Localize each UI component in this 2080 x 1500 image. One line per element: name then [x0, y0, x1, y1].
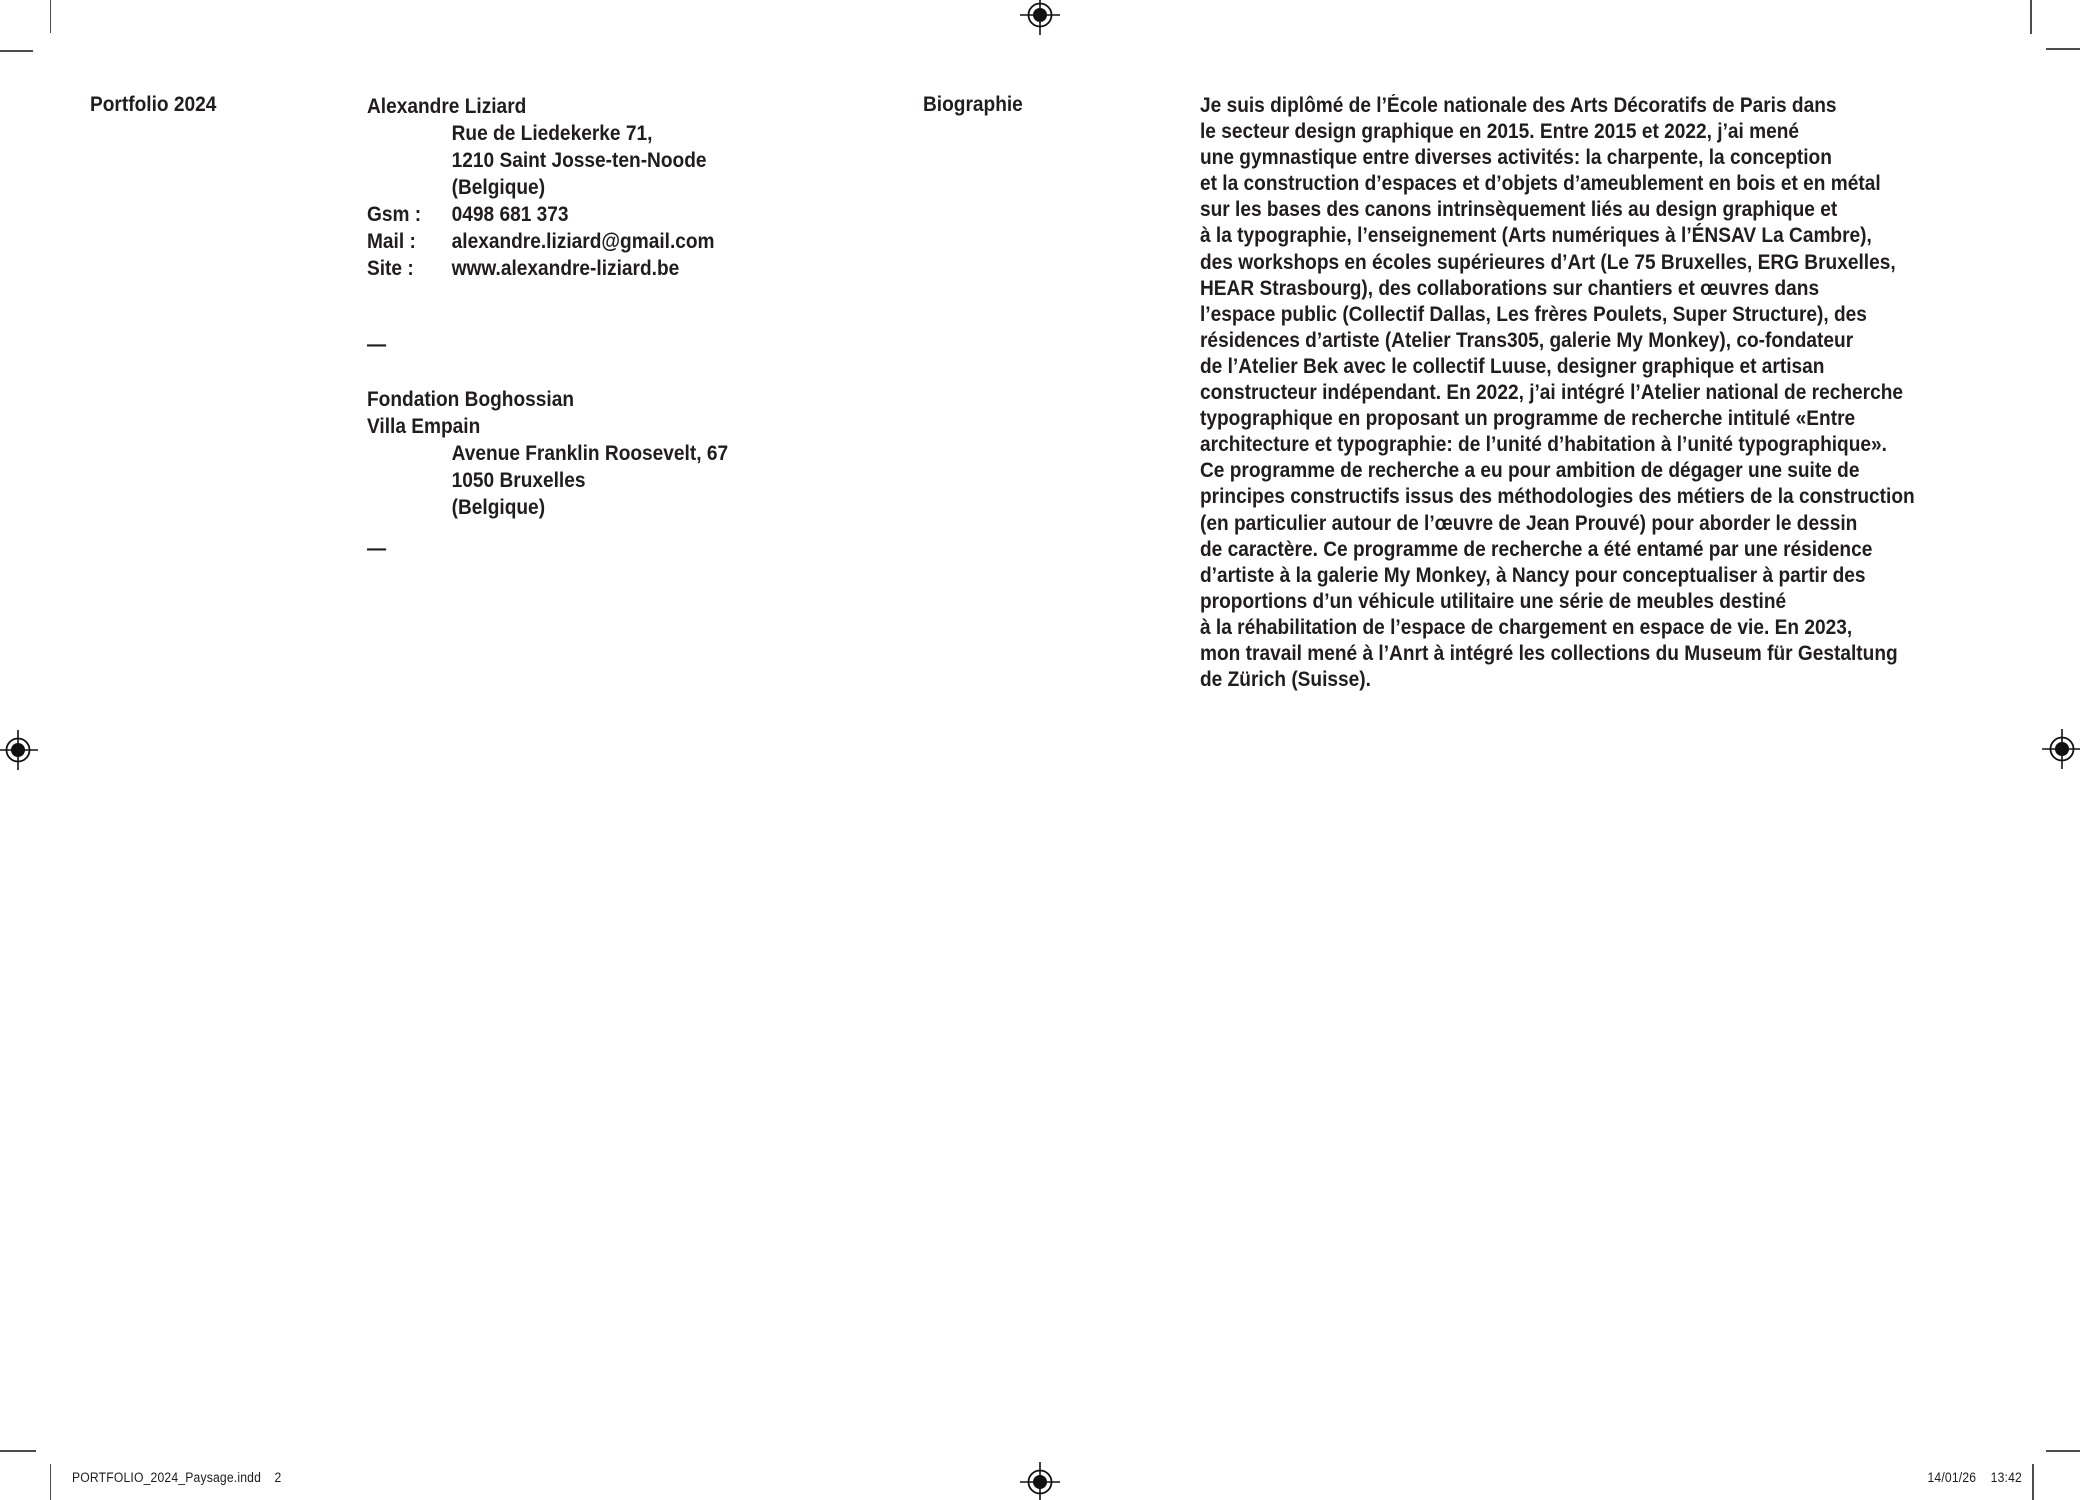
biography-line: le secteur design graphique en 2015. Entre 2015 et 2022, j’ai mené: [1200, 120, 1800, 144]
biography-line: Ce programme de recherche a eu pour ambition de dégager une suite de: [1200, 459, 1860, 483]
contact-address: [367, 120, 715, 201]
page-title: Portfolio 2024: [90, 93, 217, 116]
footer-date: 14/01/26: [1927, 1470, 1977, 1485]
contact-label-mail: Mail :: [367, 230, 416, 253]
footer-time: 13:42: [1990, 1470, 2022, 1485]
biography-heading: Biographie: [923, 93, 1023, 116]
footer-filename: PORTFOLIO_2024_Paysage.indd: [72, 1470, 262, 1485]
contact-name: Alexandre Liziard: [367, 95, 527, 118]
crop-mark: [50, 0, 52, 33]
biography-line: Je suis diplômé de l’École nationale des Arts Décoratifs de Paris dans: [1200, 94, 1837, 117]
venue-name: [367, 386, 728, 440]
registration-mark-icon: [2040, 727, 2080, 771]
biography-line: de Zürich (Suisse).: [1200, 668, 1371, 692]
crop-mark: [2046, 1450, 2080, 1452]
footer-left: [72, 1470, 281, 1486]
crop-mark: [0, 50, 33, 52]
venue-address: [367, 440, 728, 521]
biography-line: à la typographie, l’enseignement (Arts numériques à l’ÉNSAV La Cambre),: [1200, 224, 1872, 248]
biography-line: proportions d’un véhicule utilitaire une série de meubles destiné: [1200, 589, 1787, 613]
venue-address-line: 1050 Bruxelles: [451, 469, 586, 492]
contact-label-site: Site :: [367, 257, 414, 280]
venue-name-line: Fondation Boghossian: [367, 388, 575, 411]
venue-block: [367, 386, 728, 521]
contact-row-mail: [367, 228, 715, 255]
registration-mark-icon: [1018, 1460, 1062, 1500]
registration-mark-icon: [0, 728, 40, 772]
contact-row-site: [367, 255, 715, 282]
contact-address-line: Rue de Liedekerke 71,: [451, 122, 653, 145]
contact-block: [367, 93, 715, 282]
biography-line: et la construction d’espaces et d’objets d’ameublement en bois et en métal: [1200, 172, 1881, 196]
biography-line: de l’Atelier Bek avec le collectif Luuse, designer graphique et artisan: [1200, 354, 1825, 378]
separator-dash: —: [367, 537, 387, 560]
biography-line: mon travail mené à l’Anrt à intégré les collections du Museum für Gestaltung: [1200, 641, 1898, 665]
crop-mark: [50, 1464, 52, 1500]
biography-line: HEAR Strasbourg), des collaborations sur chantiers et œuvres dans: [1200, 276, 1820, 300]
contact-value-gsm: 0498 681 373: [451, 203, 569, 226]
footer-right: [1928, 1470, 2022, 1486]
biography-line: architecture et typographie: de l’unité d’habitation à l’unité typographique».: [1200, 433, 1887, 457]
venue-address-line: (Belgique): [451, 496, 546, 519]
biography-line: sur les bases des canons intrinsèquement liés au design graphique et: [1200, 198, 1838, 222]
crop-mark: [2032, 1464, 2034, 1500]
biography-line: principes constructifs issus des méthodologies des métiers de la construction: [1200, 485, 1915, 509]
biography-text: [1200, 93, 1915, 693]
biography-line: de caractère. Ce programme de recherche a été entamé par une résidence: [1200, 537, 1873, 561]
biography-line: d’artiste à la galerie My Monkey, à Nancy pour conceptualiser à partir des: [1200, 563, 1866, 587]
contact-value-site[interactable]: www.alexandre-liziard.be: [451, 257, 680, 280]
separator-dash: —: [367, 333, 387, 356]
venue-name-line: Villa Empain: [367, 415, 481, 438]
biography-line: l’espace public (Collectif Dallas, Les frères Poulets, Super Structure), des: [1200, 302, 1867, 326]
crop-mark: [2046, 48, 2080, 50]
contact-row-gsm: [367, 201, 715, 228]
crop-mark: [2030, 0, 2032, 34]
biography-line: (en particulier autour de l’œuvre de Jean Prouvé) pour aborder le dessin: [1200, 511, 1858, 535]
contact-value-mail[interactable]: alexandre.liziard@gmail.com: [451, 230, 715, 253]
contact-address-line: (Belgique): [451, 176, 546, 199]
venue-address-line: Avenue Franklin Roosevelt, 67: [451, 442, 729, 465]
biography-line: à la réhabilitation de l’espace de chargement en espace de vie. En 2023,: [1200, 615, 1853, 639]
biography-line: constructeur indépendant. En 2022, j’ai intégré l’Atelier national de recherche: [1200, 381, 1904, 405]
biography-line: typographique en proposant un programme de recherche intitulé «Entre: [1200, 407, 1856, 431]
registration-mark-icon: [1018, 0, 1062, 37]
biography-line: résidences d’artiste (Atelier Trans305, galerie My Monkey), co-fondateur: [1200, 328, 1854, 352]
biography-line: des workshops en écoles supérieures d’Art (Le 75 Bruxelles, ERG Bruxelles,: [1200, 250, 1896, 274]
footer-page-number: 2: [274, 1470, 282, 1485]
crop-mark: [0, 1450, 36, 1452]
contact-label-gsm: Gsm :: [367, 203, 422, 226]
biography-line: une gymnastique entre diverses activités: la charpente, la conception: [1200, 146, 1832, 170]
contact-address-line: 1210 Saint Josse-ten-Noode: [451, 149, 707, 172]
